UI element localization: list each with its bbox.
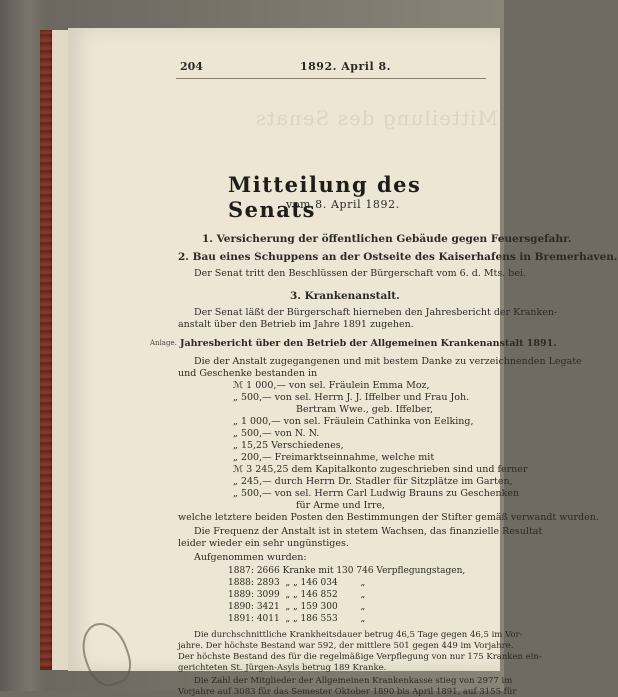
report-paragraph-5a: Die durchschnittliche Krankheitsdauer betrug 46,5 Tage gegen 46,5 im Vor- [194, 630, 523, 640]
report-heading: Jahresbericht über den Betrieb der Allgemeinen Krankenanstalt 1891. [180, 338, 557, 349]
item-3-text-1: Der Senat läßt der Bürgerschaft hierneben den Jahresbericht der Kranken- [194, 307, 558, 318]
running-header [68, 60, 500, 78]
table-row: 1890: 3421 „ „ 159 300 „ [228, 602, 366, 612]
header-date: 1892. April 8. [300, 60, 391, 73]
bleed-through-text: Mitteilung des Senats [254, 106, 498, 130]
item-2-text: Der Senat tritt den Beschlüssen der Bürgerschaft vom 6. d. Mts. bei. [194, 268, 527, 279]
donation-line: „ 200,— Freimarktseinnahme, welche mit [233, 452, 435, 463]
report-paragraph-4: Aufgenommen wurden: [194, 552, 307, 563]
donation-line: „ 245,— durch Herrn Dr. Stadler für Sitzplätze im Garten, [233, 476, 513, 487]
report-paragraph-3a: Die Frequenz der Anstalt ist in stetem Wachsen, das finanzielle Resultat [194, 526, 543, 537]
donation-line: „ 15,25 Verschiedenes, [233, 440, 344, 451]
table-row: 1888: 2893 „ „ 146 034 „ [228, 578, 366, 588]
page-subtitle: vom 8. April 1892. [286, 198, 400, 211]
table-row: 1889: 3099 „ „ 146 852 „ [228, 590, 366, 600]
report-paragraph-5c: Der höchste Bestand des für die regelmäßige Verpflegung von nur 175 Kranken ein- [178, 652, 542, 662]
table-row: 1887: 2666 Kranke mit 130 746 Verpflegungstagen, [228, 566, 466, 576]
report-paragraph-1a: Die der Anstalt zugegangenen und mit bestem Danke zu verzeichnenden Legate [194, 356, 582, 367]
donation-line: Bertram Wwe., geb. Iffelber, [296, 404, 433, 415]
item-2-heading: 2. Bau eines Schuppens an der Ostseite des Kaiserhafens in Bremerhaven. [178, 251, 618, 263]
report-paragraph-5d: gerichteten St. Jürgen-Asyls betrug 189 Kranke. [178, 663, 387, 673]
report-paragraph-6b: Vorjahre auf 3083 für das Semester Oktober 1890 bis April 1891, auf 3155 für [178, 687, 517, 697]
report-paragraph-6a: Die Zahl der Mitglieder der Allgemeinen Krankenkasse stieg von 2977 im [194, 676, 513, 686]
page-number: 204 [180, 60, 203, 73]
table-row: 1891: 4011 „ „ 186 553 „ [228, 614, 366, 624]
donation-line: ℳ 1 000,— von sel. Fräulein Emma Moz, [233, 380, 430, 391]
report-paragraph-1b: und Geschenke bestanden in [178, 368, 318, 379]
book-page [68, 28, 618, 697]
page-title: Mitteilung des Senats [228, 172, 422, 222]
report-paragraph-5b: jahre. Der höchste Bestand war 592, der mittlere 501 gegen 449 im Vorjahre. [178, 641, 514, 651]
header-rule [176, 78, 486, 79]
donation-line: „ 1 000,— von sel. Fräulein Cathinka von Eelking, [233, 416, 474, 427]
donation-line: „ 500,— von N. N. [233, 428, 320, 439]
donation-line: „ 500,— von sel. Herrn J. J. Iffelber und Frau Joh. [233, 392, 470, 403]
donation-line: ℳ 3 245,25 dem Kapitalkonto zugeschrieben sind und ferner [233, 464, 528, 475]
donation-line: „ 500,— von sel. Herrn Carl Ludwig Brauns zu Geschenken [233, 488, 520, 499]
item-1-heading: 1. Versicherung der öffentlichen Gebäude gegen Feuersgefahr. [202, 233, 572, 245]
item-3-text-2: anstalt über den Betrieb im Jahre 1891 zugehen. [178, 319, 414, 330]
item-3-heading: 3. Krankenanstalt. [290, 290, 400, 302]
report-paragraph-3b: leider wieder ein sehr ungünstiges. [178, 538, 349, 549]
donation-line: für Arme und Irre, [296, 500, 386, 511]
margin-note: Anlage. [150, 339, 177, 347]
report-paragraph-2: welche letztere beiden Posten den Bestimmungen der Stifter gemäß verwandt wurden. [178, 512, 599, 523]
